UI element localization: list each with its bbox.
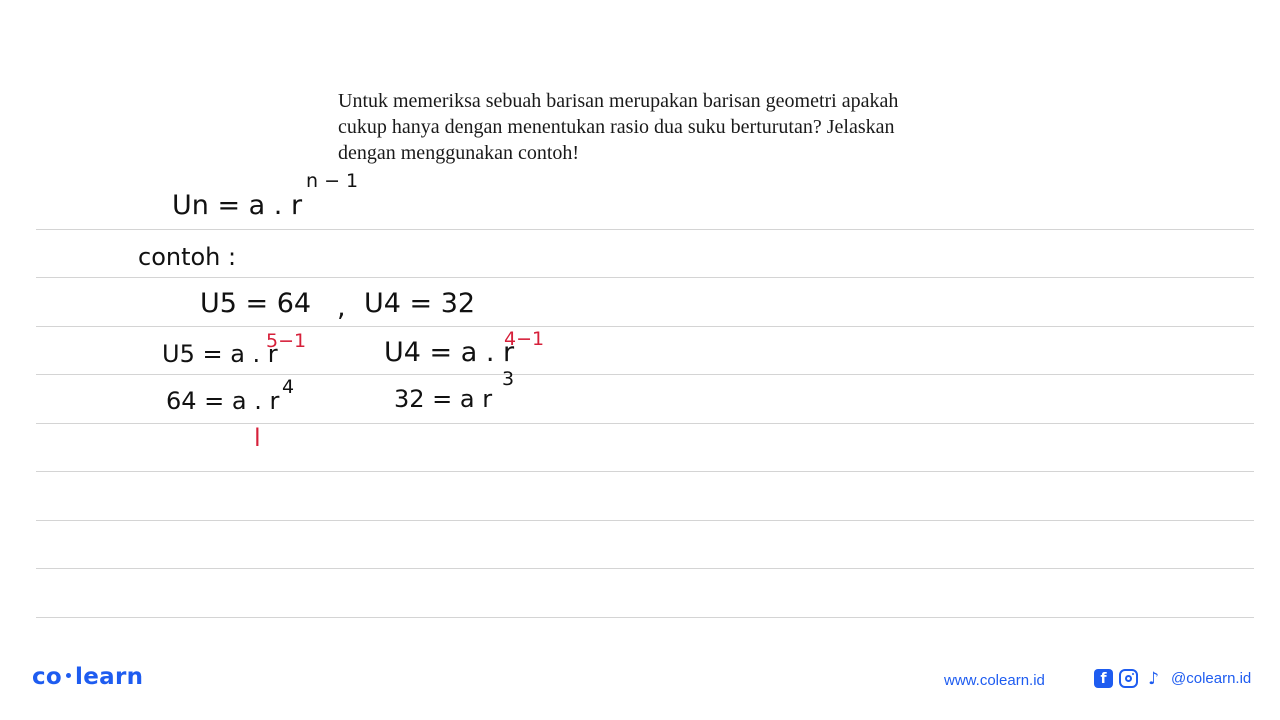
question-line: Untuk memeriksa sebuah barisan merupakan barisan geometri apakah: [338, 90, 899, 112]
logo-text-co: co: [32, 664, 63, 690]
example-label: contoh :: [138, 243, 237, 271]
logo-dot: [66, 673, 71, 678]
ruled-line: [36, 568, 1254, 569]
u4-exponent: 4−1: [504, 328, 545, 350]
u5-exponent: 5−1: [266, 330, 307, 352]
ruled-line: [36, 617, 1254, 618]
given-u4: U4 = 32: [364, 288, 476, 319]
ruled-line: [36, 374, 1254, 375]
social-handle[interactable]: @colearn.id: [1171, 670, 1252, 687]
colearn-logo[interactable]: [32, 664, 143, 690]
equation-u4: 32 = a r: [394, 385, 493, 413]
formula-un: Un = a . r: [172, 190, 303, 221]
ruled-line: [36, 520, 1254, 521]
equation-u4-exponent: 3: [502, 368, 515, 390]
u4-formula: U4 = a . r: [384, 337, 515, 368]
social-links: [1094, 669, 1251, 688]
website-link[interactable]: www.colearn.id: [944, 672, 1045, 689]
formula-exponent: n − 1: [306, 170, 359, 192]
red-mark: l: [254, 424, 261, 452]
question-line: dengan menggunakan contoh!: [338, 142, 580, 164]
logo-text-learn: learn: [75, 664, 144, 690]
equation-u5-exponent: 4: [282, 376, 295, 398]
ruled-line: [36, 229, 1254, 230]
ruled-line: [36, 471, 1254, 472]
u5-formula: U5 = a . r: [162, 340, 278, 368]
given-separator: ,: [337, 292, 346, 323]
facebook-icon[interactable]: f: [1094, 669, 1113, 688]
question-text: [338, 88, 978, 166]
tiktok-icon[interactable]: ♪: [1148, 668, 1159, 689]
ruled-line: [36, 326, 1254, 327]
given-u5: U5 = 64: [200, 288, 312, 319]
instagram-icon[interactable]: [1119, 669, 1138, 688]
question-line: cukup hanya dengan menentukan rasio dua suku berturutan? Jelaskan: [338, 116, 895, 138]
footer: [0, 650, 1280, 710]
ruled-line: [36, 277, 1254, 278]
ruled-line: [36, 423, 1254, 424]
equation-u5: 64 = a . r: [166, 387, 280, 415]
